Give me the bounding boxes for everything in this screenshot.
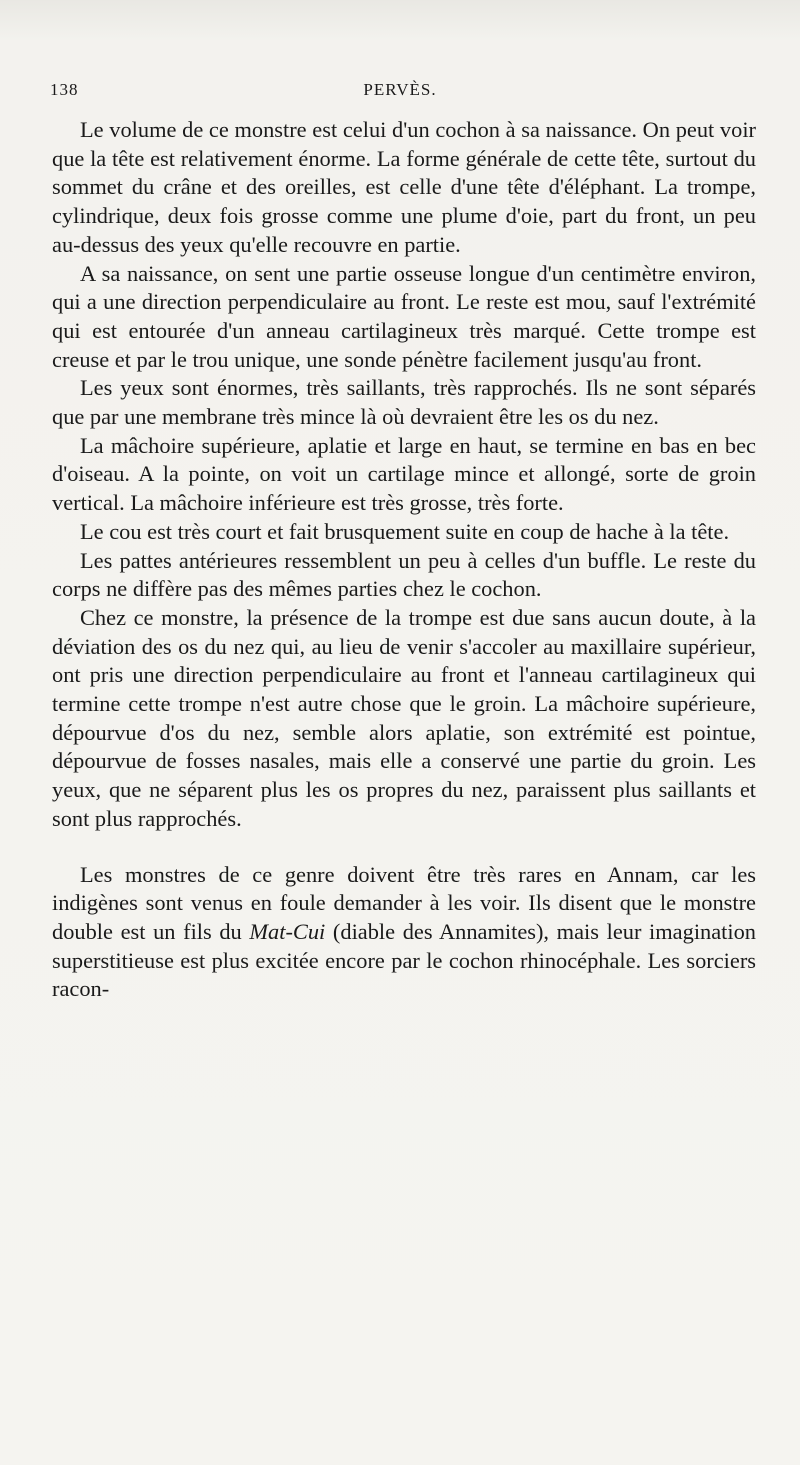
page-number: 138 bbox=[50, 80, 79, 99]
paragraph: Le cou est très court et fait brusquement suite en coup de hache à la tête. bbox=[80, 518, 730, 544]
paragraph-text: (diable des Annamites), mais leur imagination superstitieuse est plus excitée encore par le cochon rhinocéphale. Les sorciers racon- bbox=[52, 918, 756, 1002]
running-header bbox=[44, 80, 756, 106]
paragraph: Les yeux sont énormes, très saillants, très rapprochés. Ils ne sont séparés que par une membrane très mince là où devraient être les os du nez. bbox=[52, 375, 756, 430]
paragraph: Les pattes antérieures ressemblent un peu à celles d'un buffle. Le reste du corps ne diffère pas des mêmes parties chez le cochon. bbox=[52, 547, 756, 602]
paragraph: A sa naissance, on sent une partie osseuse longue d'un centimètre environ, qui a une direction perpendiculaire au front. Le reste est mou, sauf l'extrémité qui est entourée d'un anneau cartilagineux très marqué. Cette trompe est creuse et par le trou unique, une sonde pénètre facilement jusqu'au front. bbox=[52, 260, 756, 372]
body-text bbox=[52, 116, 756, 1004]
running-title: PERVÈS. bbox=[363, 80, 437, 99]
paragraph-last bbox=[52, 861, 756, 1005]
paragraph: Chez ce monstre, la présence de la trompe est due sans aucun doute, à la déviation des os du nez qui, au lieu de venir s'accoler au maxillaire supérieur, ont pris une direction perpendiculaire au front et l'anneau cartilagineux qui termine cette trompe n'est autre chose que le groin. La mâchoire supérieure, dépourvue d'os du nez, semble alors aplatie, son extrémité est pointue, dépourvue de fosses nasales, mais elle a conservé une partie du groin. Les yeux, que ne séparent plus les os propres du nez, paraissent plus saillants et sont plus rapprochés. bbox=[52, 604, 756, 831]
paragraph: Le volume de ce monstre est celui d'un cochon à sa naissance. On peut voir que la tête est relativement énorme. La forme générale de cette tête, surtout du sommet du crâne et des oreilles, est celle d'une tête d'éléphant. La trompe, cylindrique, deux fois grosse comme une plume d'oie, part du front, un peu au-dessus des yeux qu'elle recouvre en partie. bbox=[52, 117, 756, 257]
italic-term: Mat-Cui bbox=[249, 918, 326, 944]
paragraph-text: Les monstres de ce genre doivent être très rares en Annam, car les indigènes sont venus en foule demander à les voir. Ils disent que le monstre double est un fils du bbox=[52, 861, 756, 944]
paragraph: La mâchoire supérieure, aplatie et large en haut, se termine en bas en bec d'oiseau. A la pointe, on voit un cartilage mince et allongé, sorte de groin vertical. La mâchoire inférieure est très grosse, très forte. bbox=[52, 432, 756, 516]
